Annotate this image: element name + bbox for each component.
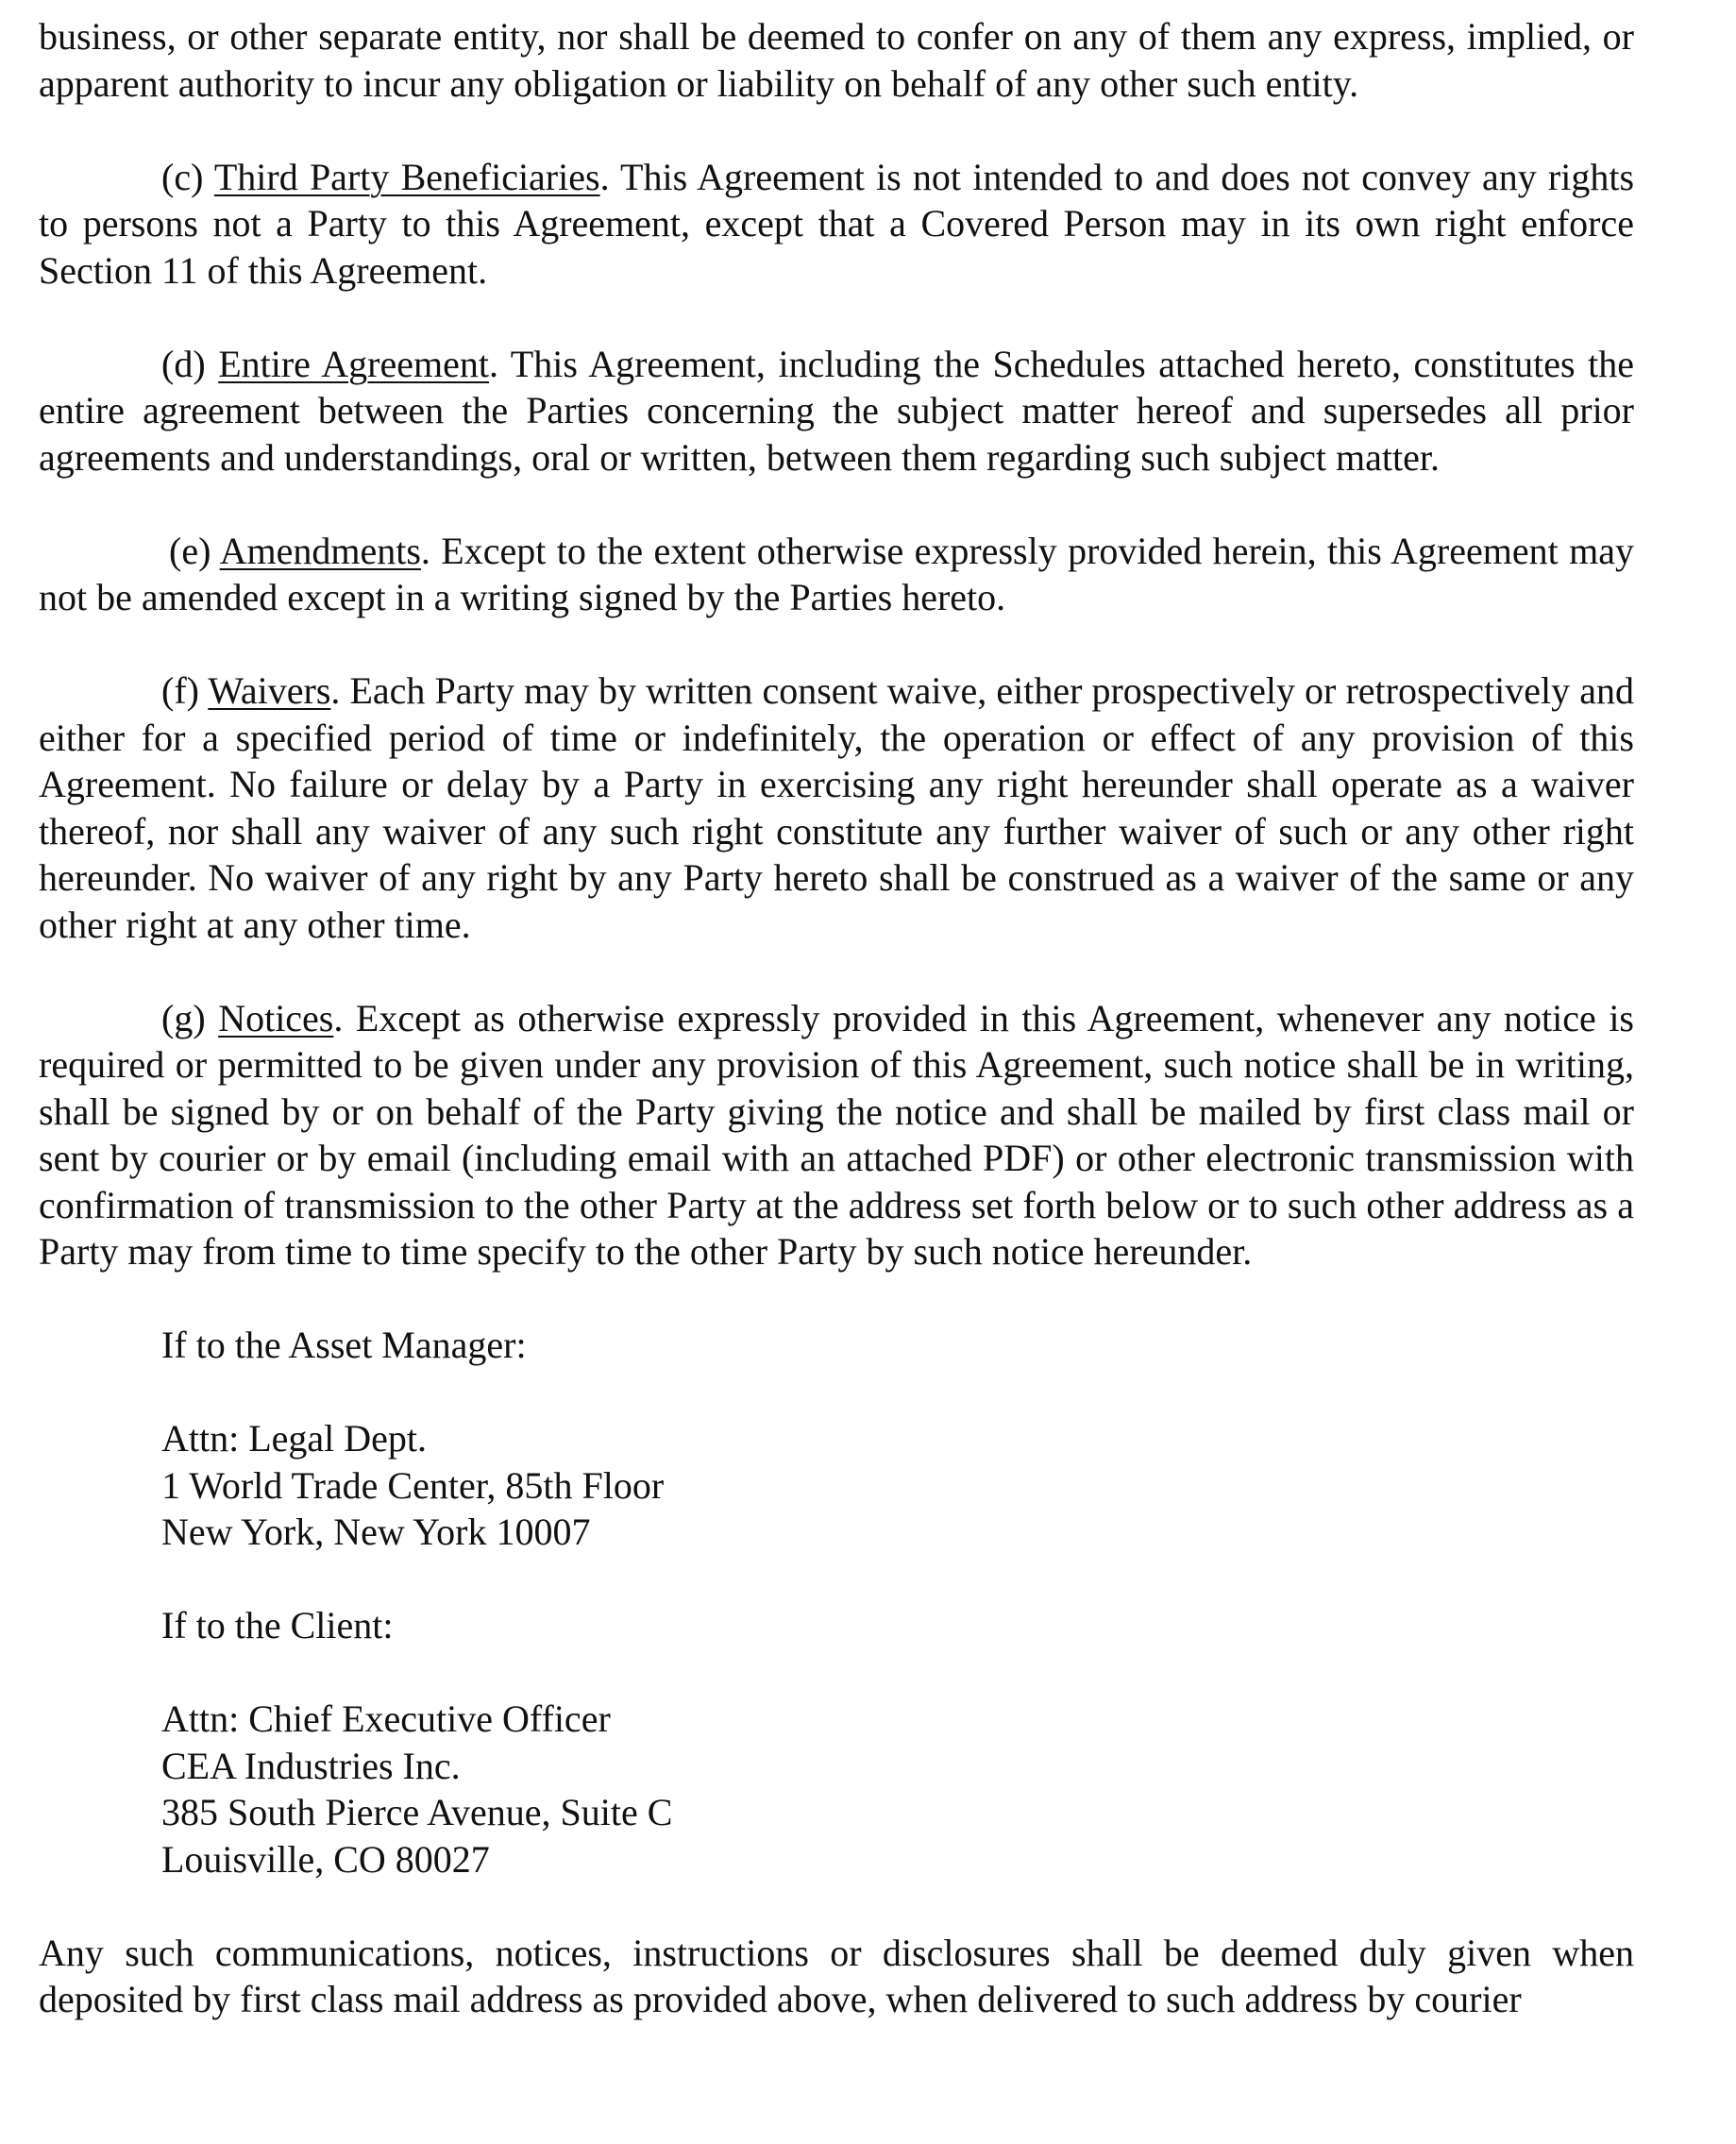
document-page <box>39 13 1634 2069</box>
section-g-paragraph <box>39 995 1634 1275</box>
section-f-heading: Waivers <box>208 669 331 712</box>
client-address-line: Attn: Chief Executive Officer <box>161 1697 611 1740</box>
section-g-heading: Notices <box>218 996 334 1039</box>
section-f-body: . Each Party may by written consent waive, either prospectively or retrospectively and either for a specified period of time or indefinitely, the operation or effect of any provision of this Agreement. No failure or delay by a Party in exercising any right hereunder shall operate as a waiver thereof, nor shall any waiver of any such right constitute any further waiver of such or any other right hereunder. No waiver of any right by any Party hereto shall be construed as a waiver of the same or any other right at any other time. <box>39 669 1634 946</box>
asset-manager-address-line: Attn: Legal Dept. <box>161 1417 428 1460</box>
section-e-body: . Except to the extent otherwise expressly provided herein, this Agreement may not be amended except in a writing signed by the Parties hereto. <box>39 529 1634 618</box>
asset-manager-address <box>161 1415 1634 1556</box>
closing-paragraph: Any such communications, notices, instructions or disclosures shall be deemed duly given when deposited by first class mail address as provided above, when delivered to such address by courier <box>39 1931 1634 2020</box>
section-e-heading: Amendments <box>219 529 421 572</box>
client-address <box>161 1696 1634 1882</box>
section-g-marker: (g) <box>161 996 219 1039</box>
section-c-paragraph <box>39 154 1634 295</box>
section-c-body: . This Agreement is not intended to and does not convey any rights to persons not a Party to this Agreement, except that a Covered Person may in its own right enforce Section 11 of this Agreement. <box>39 155 1635 292</box>
section-d-paragraph <box>39 341 1634 481</box>
section-g-body: . Except as otherwise expressly provided in this Agreement, whenever any notice is required or permitted to be given under any provision of this Agreement, such notice shall be in writing, shall be signed by or on behalf of the Party giving the notice and shall be mailed by first class mail or sent by courier or by email (including email with an attached PDF) or other electronic transmission with confirmation of transmission to the other Party at the address set forth below or to such other address as a Party may from time to time specify to the other Party by such notice hereunder. <box>39 996 1634 1273</box>
section-e-paragraph <box>39 528 1634 621</box>
client-address-line: CEA Industries Inc. <box>161 1744 461 1787</box>
asset-manager-label: If to the Asset Manager: <box>161 1324 527 1366</box>
client-address-line: 385 South Pierce Avenue, Suite C <box>161 1791 673 1833</box>
client-label: If to the Client: <box>161 1604 394 1646</box>
asset-manager-address-line: New York, New York 10007 <box>161 1511 591 1553</box>
section-c-marker: (c) <box>161 155 214 198</box>
section-d-body: . This Agreement, including the Schedules attached hereto, constitutes the entire agreement between the Parties concerning the subject matter hereof and supersedes all prior agreements and understandings, oral or written, between them regarding such subject matter. <box>39 342 1634 479</box>
section-f-marker: (f) <box>161 669 209 712</box>
section-c-heading: Third Party Beneficiaries <box>213 155 600 198</box>
asset-manager-address-line: 1 World Trade Center, 85th Floor <box>161 1463 665 1507</box>
section-e-marker: (e) <box>169 529 220 572</box>
client-address-line: Louisville, CO 80027 <box>161 1837 490 1881</box>
section-d-heading: Entire Agreement <box>218 342 489 385</box>
intro-paragraph: business, or other separate entity, nor shall be deemed to confer on any of them any express, implied, or apparent authority to incur any obligation or liability on behalf of any other such entity. <box>39 15 1634 105</box>
section-d-marker: (d) <box>161 342 219 385</box>
section-f-paragraph <box>39 667 1634 948</box>
